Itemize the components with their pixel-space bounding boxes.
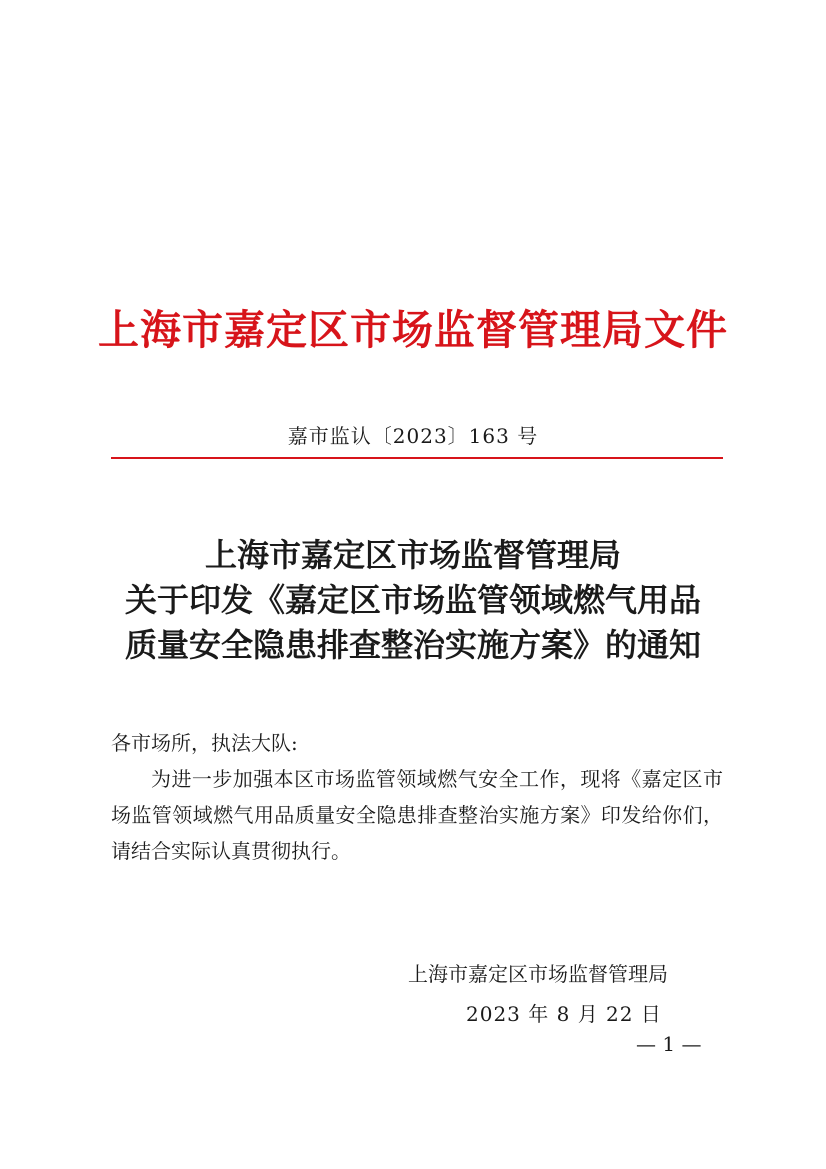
page-number: — 1 — [636,1032,702,1056]
signature-organization: 上海市嘉定区市场监督管理局 [408,962,668,986]
body-paragraph: 为进一步加强本区市场监管领域燃气安全工作，现将《嘉定区市场监管领域燃气用品质量安全隐患排查整治实施方案》印发给你们，请结合实际认真贯彻执行。 [111,767,723,863]
document-body [111,725,723,869]
document-title-line: 质量安全隐患排查整治实施方案》的通知 [124,626,701,664]
document-number: 嘉市监认〔2023〕163 号 [287,424,539,448]
red-divider-rule [111,457,723,459]
signature-date: 2023 年 8 月 22 日 [466,1002,662,1026]
document-title-line: 上海市嘉定区市场监督管理局 [204,536,621,574]
document-title [0,533,826,668]
document-header-title: 上海市嘉定区市场监督管理局文件 [98,306,728,354]
addressee-line: 各市场所，执法大队: [111,731,298,755]
document-title-line: 关于印发《嘉定区市场监管领域燃气用品 [124,581,701,619]
